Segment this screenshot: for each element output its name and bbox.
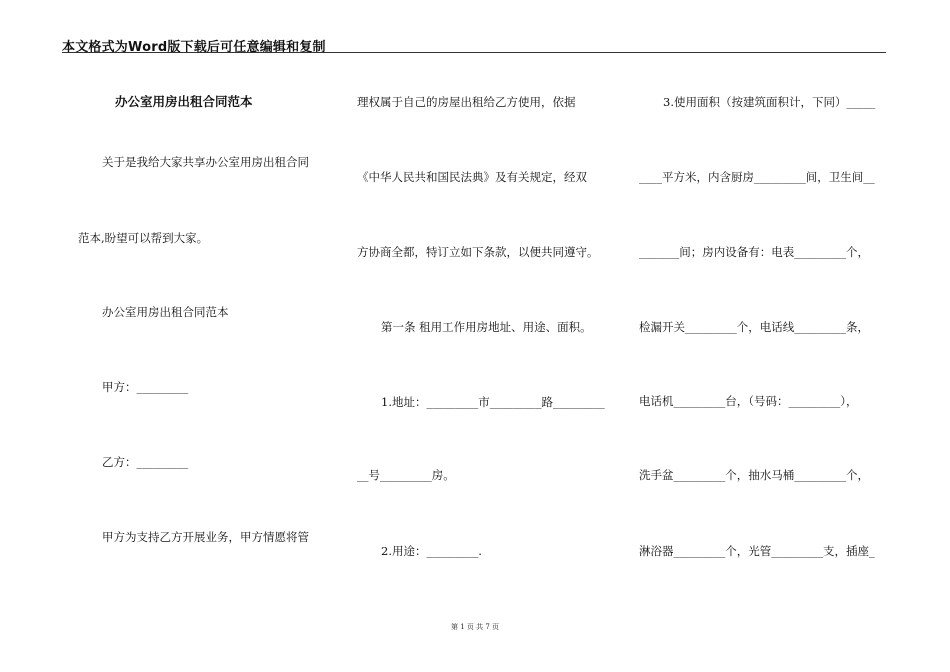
text-line: 范本,盼望可以帮到大家。 <box>78 231 209 245</box>
text-line: 理权属于自己的房屋出租给乙方使用，依据 <box>357 95 576 109</box>
column-middle <box>330 0 630 672</box>
column-left <box>0 0 330 672</box>
document-title: 办公室用房出租合同范本 <box>115 94 253 109</box>
text-line: 洗手盆_________个，抽水马桶_________个， <box>639 468 869 482</box>
text-line: 检漏开关_________个，电话线_________条， <box>639 320 869 334</box>
party-a-field: 甲方：_________ <box>102 380 189 394</box>
text-line: 《中华人民共和国民法典》及有关规定，经双 <box>357 170 587 184</box>
text-line: 甲方为支持乙方开展业务，甲方情愿将管 <box>102 530 309 544</box>
column-right <box>630 0 900 672</box>
text-line: 关于是我给大家共享办公室用房出租合同 <box>102 155 309 169</box>
text-line: 淋浴器_________个，光管_________支，插座_ <box>639 544 875 558</box>
party-b-field: 乙方：_________ <box>102 455 189 469</box>
text-line: 办公室用房出租合同范本 <box>102 305 229 319</box>
text-line: ____平方米，内含厨房_________间，卫生间__ <box>639 170 875 184</box>
clause-heading: 第一条 租用工作用房地址、用途、面积。 <box>381 320 592 334</box>
text-line: _______间；房内设备有：电表_________个， <box>639 245 869 259</box>
text-line: 电话机_________台，（号码：_________）， <box>639 394 858 408</box>
address-field-continued: __号_________房。 <box>357 468 455 482</box>
text-line: 3.使用面积（按建筑面积计，下同）_____ <box>663 95 876 109</box>
document-header: 本文格式为Word版下载后可任意编辑和复制 <box>62 40 326 55</box>
page-number: 第 1 页 共 7 页 <box>450 623 500 631</box>
usage-field: 2.用途：_________. <box>381 544 482 558</box>
text-line: 方协商全都，特订立如下条款，以便共同遵守。 <box>357 245 599 259</box>
address-field: 1.地址：_________市_________路_________ <box>381 395 605 409</box>
